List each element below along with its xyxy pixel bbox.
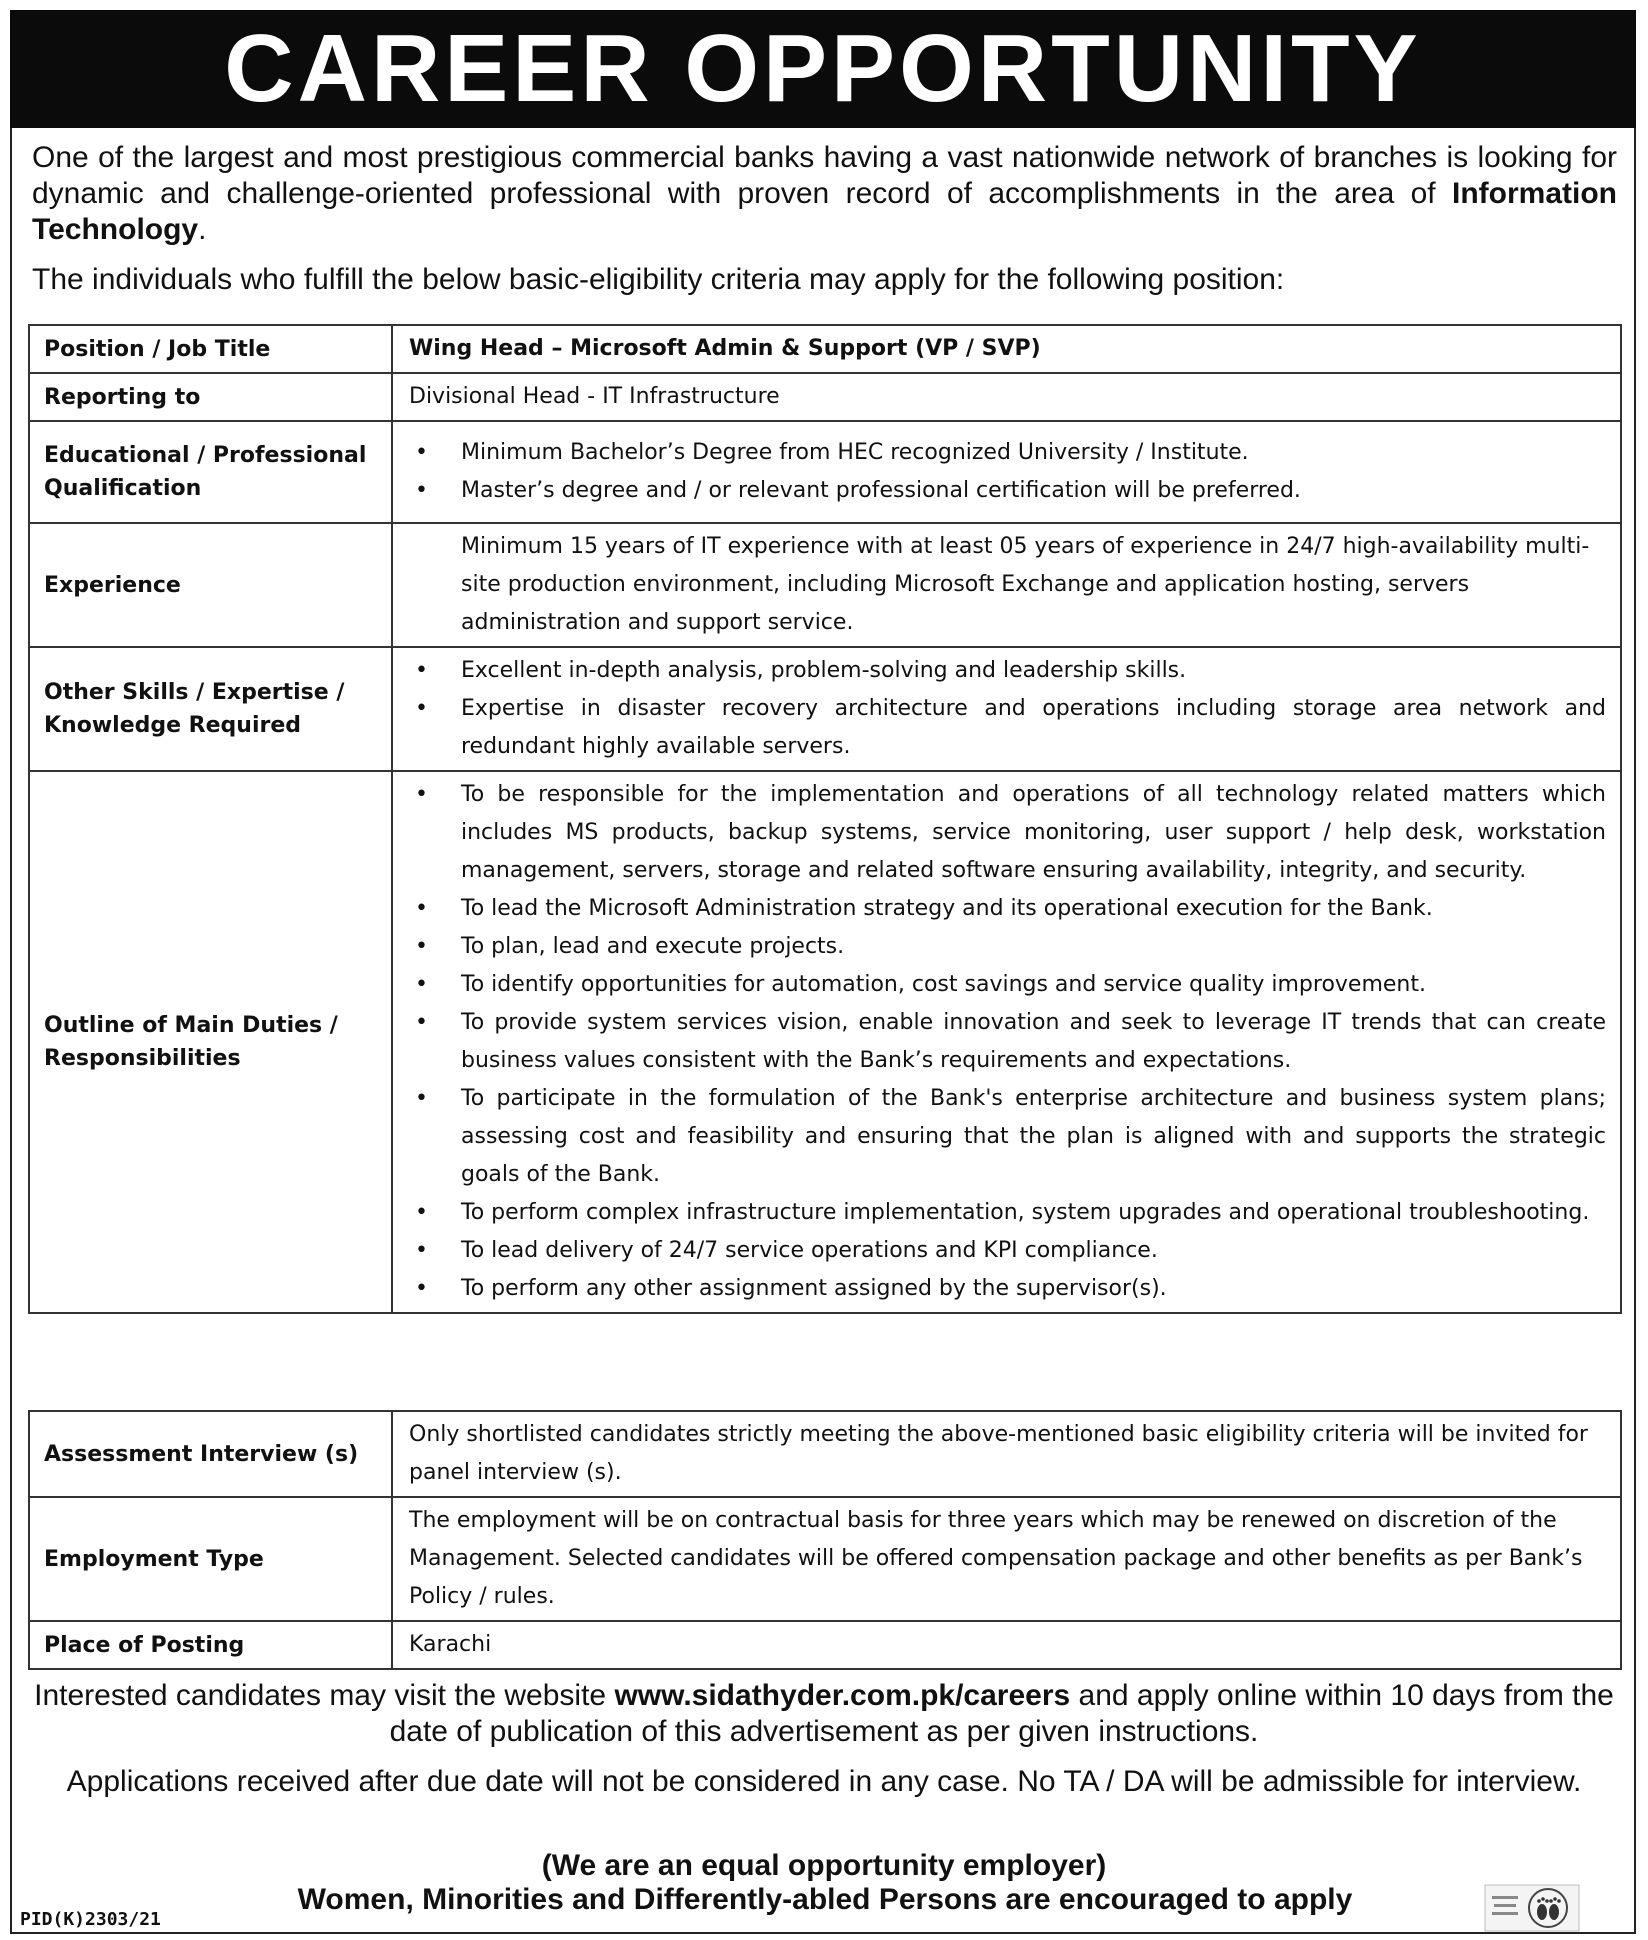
- title-banner: [10, 10, 1636, 128]
- eligibility-lead: The individuals who fulfill the below basic-eligibility criteria may apply for the following position:: [32, 263, 1285, 296]
- row-label: Employment Type: [29, 1497, 392, 1621]
- duties-cell: [392, 771, 1621, 1313]
- table-row: [29, 325, 1621, 373]
- intro-text: One of the largest and most prestigious commercial banks having a vast nationwide network of branches is looking for dynamic and challenge-oriented professional with proven record of accomplishments in the area of: [32, 141, 1617, 210]
- list-item: • To lead the Microsoft Administration strategy and its operational execution for the Bank.: [409, 890, 1606, 928]
- apply-text: Interested candidates may visit the website: [34, 1679, 615, 1712]
- list-item: • Minimum Bachelor’s Degree from HEC recognized University / Institute.: [409, 434, 1606, 472]
- list-item: • To participate in the formulation of the Bank's enterprise architecture and business system plans; assessing cost and feasibility and ensuring that the plan is aligned with and supports the strategic goals of the Bank.: [409, 1080, 1606, 1194]
- list-item: • Excellent in-depth analysis, problem-solving and leadership skills.: [409, 652, 1606, 690]
- table-row: [29, 1411, 1621, 1497]
- publication-id: PID(K)2303/21: [20, 1909, 161, 1930]
- list-item: • To perform complex infrastructure implementation, system upgrades and operational troubleshooting.: [409, 1194, 1606, 1232]
- row-label: Educational / Professional Qualification: [29, 421, 392, 523]
- list-item: • Master’s degree and / or relevant professional certification will be preferred.: [409, 472, 1606, 510]
- employment-value: The employment will be on contractual basis for three years which may be renewed on discretion of the Management. Selected candidates will be offered compensation package and other benefits as per Bank’s Policy / rules.: [392, 1497, 1621, 1621]
- reporting-value: Divisional Head - IT Infrastructure: [392, 373, 1621, 421]
- list-item: • To identify opportunities for automation, cost savings and service quality improvement.: [409, 966, 1606, 1004]
- intro-highlight: Information Technology: [32, 177, 1617, 246]
- table-row: [29, 647, 1621, 771]
- skills-cell: [392, 647, 1621, 771]
- table-row: [29, 1621, 1621, 1669]
- row-label: Experience: [29, 523, 392, 647]
- footprint-logo-icon: [1484, 1884, 1580, 1932]
- page-title: CAREER OPPORTUNITY: [224, 15, 1422, 122]
- posting-value: Karachi: [392, 1621, 1621, 1669]
- row-label: Assessment Interview (s): [29, 1411, 392, 1497]
- employment-terms-table: [28, 1410, 1622, 1670]
- table-row: [29, 421, 1621, 523]
- row-label: Position / Job Title: [29, 325, 392, 373]
- row-label: Other Skills / Expertise / Knowledge Required: [29, 647, 392, 771]
- list-item: • To be responsible for the implementation and operations of all technology related matters which includes MS products, backup systems, service monitoring, user support / help desk, workstation management, servers, storage and related software ensuring availability, integrity, and security.: [409, 776, 1606, 890]
- table-row: [29, 771, 1621, 1313]
- job-title-value: Wing Head – Microsoft Admin & Support (VP / SVP): [392, 325, 1621, 373]
- polio-logo: [1484, 1884, 1628, 1932]
- encouragement-note: Women, Minorities and Differently-abled Persons are encouraged to apply: [297, 1883, 1353, 1916]
- row-label: Place of Posting: [29, 1621, 392, 1669]
- position-details-table: [28, 324, 1622, 1314]
- apply-text-end: and apply online within 10 days from the date of publication of this advertisement as per given instructions.: [389, 1679, 1614, 1748]
- list-item: • To provide system services vision, enable innovation and seek to leverage IT trends that can create business values consistent with the Bank’s requirements and expectations.: [409, 1004, 1606, 1080]
- list-item: • To perform any other assignment assigned by the supervisor(s).: [409, 1270, 1606, 1308]
- table-row: [29, 523, 1621, 647]
- list-item: • Expertise in disaster recovery architecture and operations including storage area network and redundant highly available servers.: [409, 690, 1606, 766]
- website-link[interactable]: www.sidathyder.com.pk/careers: [614, 1679, 1071, 1712]
- table-row: [29, 1497, 1621, 1621]
- intro-paragraph: [32, 140, 1617, 248]
- list-item: • To lead delivery of 24/7 service operations and KPI compliance.: [409, 1232, 1606, 1270]
- list-item: • To plan, lead and execute projects.: [409, 928, 1606, 966]
- experience-cell: [392, 523, 1621, 647]
- apply-instructions: [20, 1678, 1628, 1750]
- intro-end: .: [198, 213, 207, 246]
- row-label: Reporting to: [29, 373, 392, 421]
- education-cell: [392, 421, 1621, 523]
- table-row: [29, 373, 1621, 421]
- experience-value: Minimum 15 years of IT experience with at least 05 years of experience in 24/7 high-availability multi-site production environment, including Microsoft Exchange and application hosting, servers administration and support service.: [461, 534, 1590, 635]
- assessment-value: Only shortlisted candidates strictly meeting the above-mentioned basic eligibility criteria will be invited for panel interview (s).: [392, 1411, 1621, 1497]
- equal-opportunity-note: (We are an equal opportunity employer): [541, 1849, 1107, 1882]
- late-applications-note: Applications received after due date will not be considered in any case. No TA / DA will be admissible for interview.: [66, 1765, 1582, 1798]
- row-label: Outline of Main Duties / Responsibilities: [29, 771, 392, 1313]
